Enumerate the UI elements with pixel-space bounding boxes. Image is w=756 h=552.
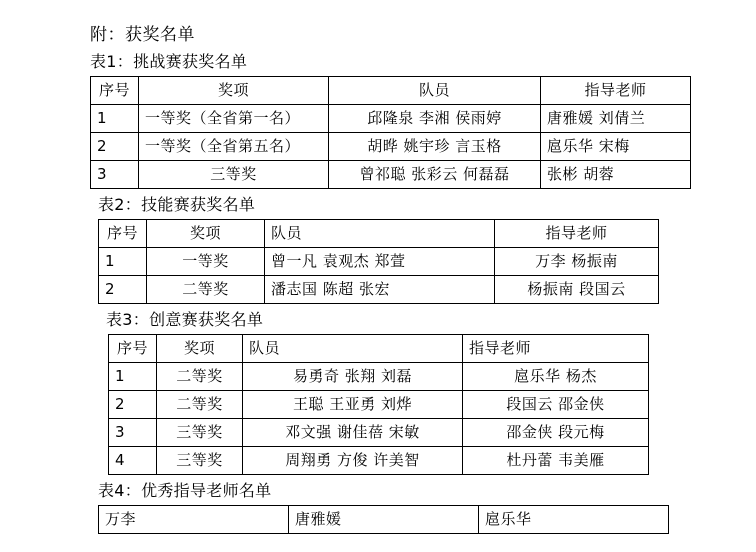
column-header-index: 序号	[91, 77, 139, 105]
column-header-members: 队员	[265, 220, 495, 248]
cell-members: 周翔勇 方俊 许美智	[243, 447, 463, 475]
table-row	[99, 276, 659, 304]
column-header-members: 队员	[329, 77, 541, 105]
cell-members: 曾祁聪 张彩云 何磊磊	[329, 161, 541, 189]
column-header-members: 队员	[243, 335, 463, 363]
column-header-award: 奖项	[157, 335, 243, 363]
cell-advisors: 扈乐华 杨杰	[463, 363, 649, 391]
cell-award: 二等奖	[147, 276, 265, 304]
table3-caption: 表3：创意赛获奖名单	[106, 310, 264, 329]
cell-members: 曾一凡 袁观杰 郑萱	[265, 248, 495, 276]
table-row	[109, 447, 649, 475]
table-row-header	[109, 335, 649, 363]
cell-advisors: 唐雅媛 刘倩兰	[541, 105, 691, 133]
cell-index: 4	[109, 447, 157, 475]
cell-index: 3	[109, 419, 157, 447]
table1-caption: 表1：挑战赛获奖名单	[90, 52, 248, 71]
table2-caption: 表2：技能赛获奖名单	[98, 195, 256, 214]
page-title: 附：获奖名单	[90, 25, 195, 45]
cell-members: 潘志国 陈超 张宏	[265, 276, 495, 304]
column-header-index: 序号	[99, 220, 147, 248]
column-header-award: 奖项	[147, 220, 265, 248]
cell-award: 二等奖	[157, 391, 243, 419]
cell-members: 邱隆泉 李湘 侯雨婷	[329, 105, 541, 133]
cell-advisor-name: 扈乐华	[479, 506, 669, 534]
cell-advisors: 杜丹蕾 韦美雁	[463, 447, 649, 475]
column-header-advisors: 指导老师	[463, 335, 649, 363]
table-skill-awards	[98, 219, 659, 304]
cell-advisors: 万李 杨振南	[495, 248, 659, 276]
cell-members: 易勇奇 张翔 刘磊	[243, 363, 463, 391]
cell-index: 2	[109, 391, 157, 419]
cell-award: 三等奖	[157, 419, 243, 447]
cell-members: 王聪 王亚勇 刘烨	[243, 391, 463, 419]
cell-advisors: 段国云 邵金侠	[463, 391, 649, 419]
table-row-header	[99, 220, 659, 248]
column-header-advisors: 指导老师	[541, 77, 691, 105]
table-row	[91, 161, 691, 189]
table-row	[109, 391, 649, 419]
table-row	[99, 248, 659, 276]
cell-advisor-name: 万李	[99, 506, 289, 534]
cell-members: 胡晔 姚宇珍 言玉格	[329, 133, 541, 161]
cell-award: 三等奖	[139, 161, 329, 189]
cell-index: 2	[99, 276, 147, 304]
cell-index: 1	[109, 363, 157, 391]
cell-award: 三等奖	[157, 447, 243, 475]
table-row	[109, 363, 649, 391]
cell-advisor-name: 唐雅媛	[289, 506, 479, 534]
table-row	[91, 105, 691, 133]
cell-advisors: 张彬 胡蓉	[541, 161, 691, 189]
table-row	[109, 419, 649, 447]
table-row	[99, 506, 669, 534]
table-row-header	[91, 77, 691, 105]
table-row	[91, 133, 691, 161]
cell-index: 2	[91, 133, 139, 161]
cell-index: 3	[91, 161, 139, 189]
cell-advisors: 扈乐华 宋梅	[541, 133, 691, 161]
column-header-advisors: 指导老师	[495, 220, 659, 248]
cell-award: 一等奖（全省第一名）	[139, 105, 329, 133]
cell-members: 邓文强 谢佳蓓 宋敏	[243, 419, 463, 447]
column-header-index: 序号	[109, 335, 157, 363]
cell-index: 1	[99, 248, 147, 276]
cell-index: 1	[91, 105, 139, 133]
table-challenge-awards	[90, 76, 691, 189]
column-header-award: 奖项	[139, 77, 329, 105]
cell-award: 一等奖	[147, 248, 265, 276]
cell-award: 一等奖（全省第五名）	[139, 133, 329, 161]
table-creativity-awards	[108, 334, 649, 475]
cell-award: 二等奖	[157, 363, 243, 391]
cell-advisors: 邵金侠 段元梅	[463, 419, 649, 447]
table4-caption: 表4：优秀指导老师名单	[98, 481, 272, 500]
cell-advisors: 杨振南 段国云	[495, 276, 659, 304]
table-outstanding-advisors	[98, 505, 669, 534]
